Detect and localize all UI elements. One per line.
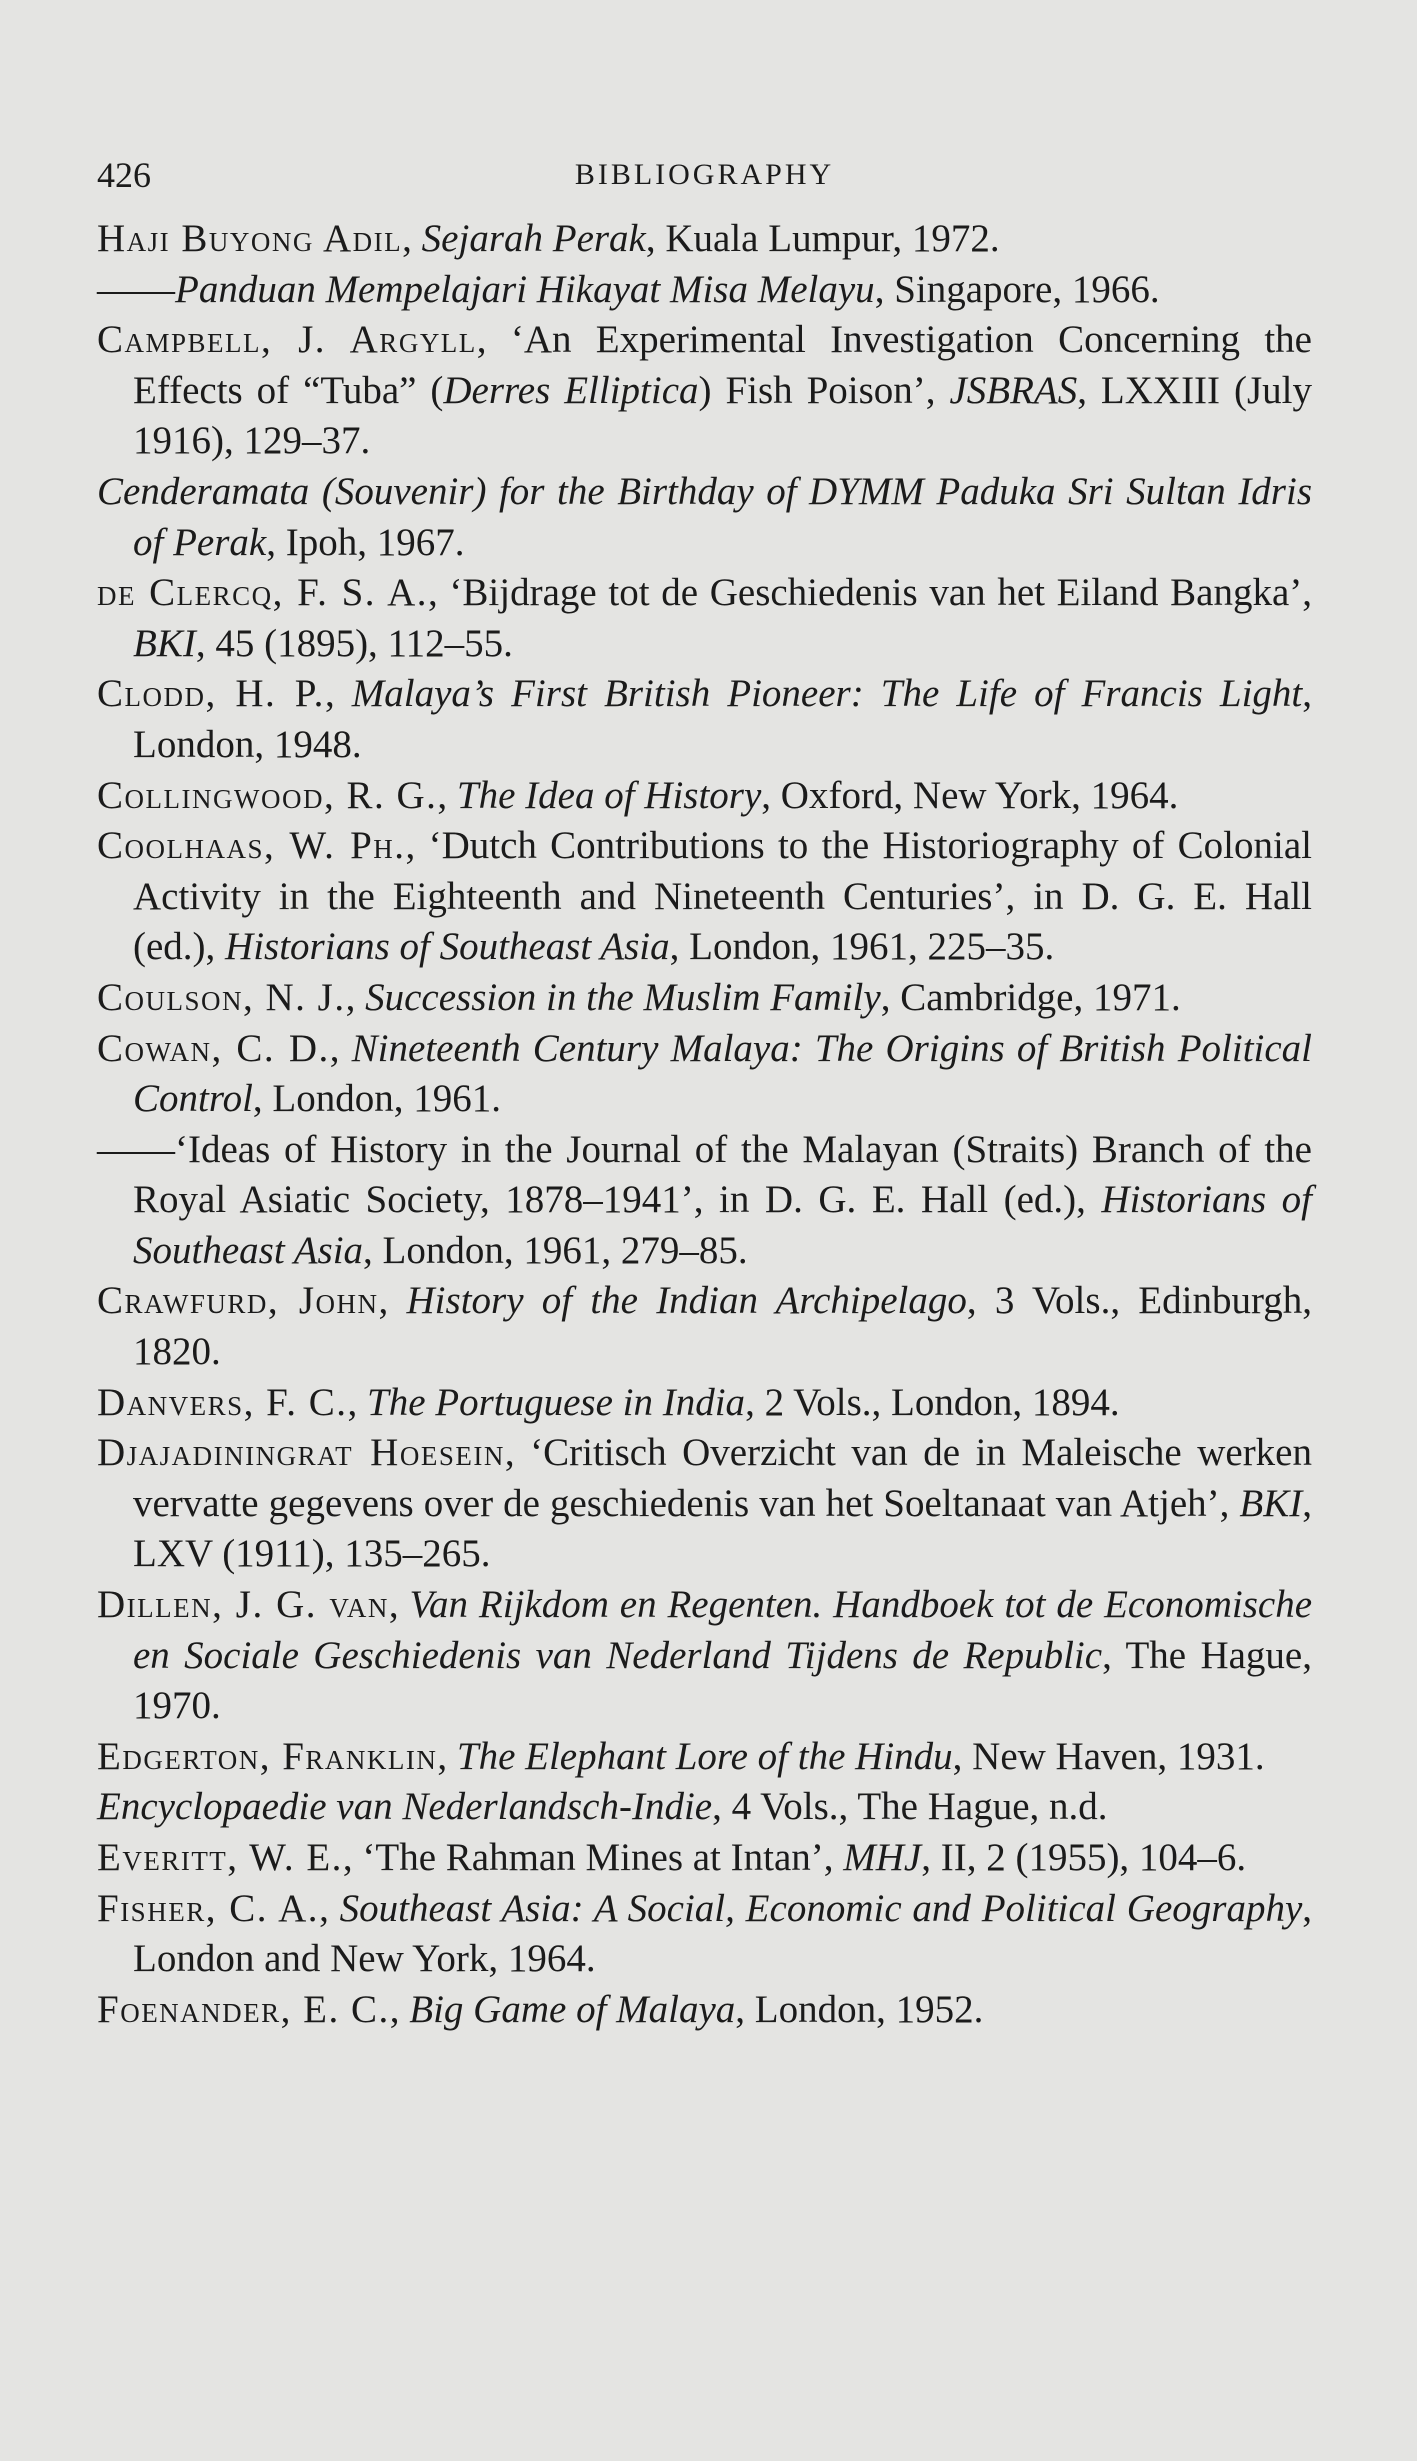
entry-text: , II, 2 (1955), 104–6.: [921, 1836, 1247, 1879]
entry-text: ,: [378, 1279, 407, 1323]
page-number: 426: [97, 155, 151, 195]
entry-text: , London, 1961, 225–35.: [669, 925, 1055, 969]
bibliography-entry: [97, 214, 1312, 265]
bibliography-list: [97, 214, 1312, 2035]
entry-text: ,: [324, 672, 352, 716]
entry-text: , LXV (1911), 135–265.: [133, 1481, 1312, 1576]
entry-author: Collingwood, R. G.: [97, 773, 438, 817]
entry-author: Djajadiningrat Hoesein: [97, 1431, 505, 1475]
entry-text: , 3 Vols., Edinburgh, 1820.: [133, 1279, 1312, 1374]
entry-title: Encyclopaedie van Nederlandsch-Indie: [97, 1785, 713, 1829]
entry-text: , New Haven, 1931.: [952, 1734, 1265, 1778]
bibliography-entry: [97, 467, 1312, 568]
entry-author: Everitt, W. E.: [97, 1836, 343, 1879]
entry-text: ,: [437, 1734, 457, 1778]
bibliography-entry: [97, 1125, 1312, 1277]
entry-text: , LXXIII (July 1916), 129–37.: [133, 368, 1312, 463]
entry-text: , Cambridge, 1971.: [880, 975, 1181, 1019]
entry-text: , 45 (1895), 112–55.: [195, 621, 513, 665]
entry-author: Dillen, J. G. van: [97, 1583, 389, 1627]
bibliography-entry: [97, 1024, 1312, 1125]
entry-title: Cenderamata (Souvenir) for the Birthday of DYMM Paduka Sri Sultan Idris of Perak: [97, 469, 1312, 564]
entry-text: , ‘Bijdrage tot de Geschiedenis van het Eiland Bangka’,: [428, 571, 1312, 615]
entry-text: ,: [437, 773, 457, 817]
entry-text: ,: [388, 1583, 410, 1627]
entry-author: de Clercq, F. S. A.: [97, 571, 428, 615]
entry-text: ——‘Ideas of History in the Journal of the Malayan (Straits) Branch of the Royal Asiatic Society, 1878–1941’, in D. G. E. Hall (ed.),: [97, 1127, 1312, 1222]
entry-author: Fisher, C. A.: [97, 1886, 320, 1930]
entry-text: , ‘The Rahman Mines at Intan’,: [342, 1836, 844, 1879]
entry-text: , Ipoh, 1967.: [266, 520, 465, 564]
entry-author: Crawfurd, John: [97, 1279, 379, 1323]
entry-title: MHJ: [843, 1836, 922, 1879]
bibliography-entry: [97, 568, 1312, 669]
entry-title: Van Rijkdom en Regenten. Handboek tot de Economische en Sociale Geschiedenis van Nederland Tijdens de Republic: [133, 1583, 1313, 1677]
entry-text: , London, 1961, 279–85.: [363, 1228, 748, 1272]
entry-author: Danvers, F. C.: [97, 1380, 348, 1424]
entry-text: , 2 Vols., London, 1894.: [745, 1380, 1120, 1424]
bibliography-entry: [97, 265, 1312, 316]
bibliography-entry: [97, 1985, 1312, 2036]
entry-author: Coolhaas, W. Ph.: [97, 824, 406, 868]
entry-author: Haji Buyong Adil: [97, 217, 403, 260]
entry-title: The Elephant Lore of the Hindu: [456, 1734, 953, 1778]
bibliography-entry: [97, 1378, 1312, 1429]
entry-title: The Portuguese in India: [367, 1380, 746, 1424]
entry-title: BKI: [1239, 1481, 1303, 1525]
entry-title: Sejarah Perak: [421, 217, 646, 260]
entry-text: , Kuala Lumpur, 1972.: [645, 217, 1000, 260]
entry-title: Succession in the Muslim Family: [365, 975, 881, 1019]
entry-title: Big Game of Malaya: [409, 1987, 736, 2031]
book-page: [97, 150, 1312, 2035]
entry-text: ,: [329, 1026, 352, 1070]
entry-author: Foenander, E. C.: [97, 1987, 390, 2031]
entry-text: , The Hague, 1970.: [133, 1633, 1312, 1728]
entry-author: Coulson, N. J.: [97, 975, 346, 1019]
bibliography-entry: [97, 669, 1312, 770]
entry-title: Historians of Southeast Asia: [133, 1178, 1312, 1272]
entry-text: ——: [97, 267, 175, 311]
entry-text: , ‘An Experimental Investigation Concerning the Effects of “Tuba” (: [133, 318, 1312, 412]
entry-text: , Singapore, 1966.: [874, 267, 1160, 311]
bibliography-entry: [97, 1732, 1312, 1783]
bibliography-entry: [97, 1580, 1312, 1732]
entry-title: History of the Indian Archipelago: [406, 1279, 967, 1323]
entry-author: Cowan, C. D.: [97, 1026, 330, 1070]
entry-text: ) Fish Poison’,: [698, 368, 950, 412]
entry-author: Campbell, J. Argyll: [97, 318, 477, 362]
entry-text: ,: [345, 975, 366, 1019]
entry-text: , 4 Vols., The Hague, n.d.: [712, 1785, 1108, 1829]
bibliography-entry: [97, 1428, 1312, 1580]
entry-title: BKI: [133, 621, 196, 665]
bibliography-entry: [97, 315, 1312, 467]
entry-text: , ‘Dutch Contributions to the Historiography of Colonial Activity in the Eighteenth and Nineteenth Centuries’, in D. G. E. Hall (ed.),: [133, 824, 1313, 969]
entry-title: The Idea of History: [456, 773, 762, 817]
bibliography-entry: [97, 973, 1312, 1024]
entry-text: ,: [389, 1987, 410, 2031]
entry-text: , ‘Critisch Overzicht van de in Maleische werken vervatte gegevens over de geschiedenis van het Soeltanaat van Atjeh’,: [133, 1431, 1312, 1525]
bibliography-entry: [97, 1884, 1312, 1985]
entry-text: ,: [319, 1886, 340, 1930]
entry-text: ,: [347, 1380, 368, 1424]
entry-text: , London and New York, 1964.: [133, 1886, 1313, 1981]
entry-title: Derres Elliptica: [443, 368, 699, 412]
entry-author: Clodd, H. P.: [97, 672, 325, 716]
page-header: [97, 150, 1312, 200]
entry-text: , London, 1952.: [735, 1987, 984, 2031]
bibliography-entry: [97, 1833, 1312, 1884]
entry-title: Nineteenth Century Malaya: The Origins of British Political Control: [133, 1026, 1313, 1121]
entry-author: Edgerton, Franklin: [97, 1734, 438, 1778]
entry-title: Malaya’s First British Pioneer: The Life of Francis Light: [351, 672, 1303, 716]
entry-text: ,: [402, 217, 422, 260]
entry-text: , London, 1948.: [133, 672, 1313, 766]
entry-text: , London, 1961.: [252, 1077, 501, 1121]
bibliography-entry: [97, 1782, 1312, 1833]
bibliography-entry: [97, 821, 1312, 973]
entry-text: , Oxford, New York, 1964.: [761, 773, 1179, 817]
entry-title: Historians of Southeast Asia: [225, 925, 670, 969]
bibliography-entry: [97, 771, 1312, 822]
entry-title: Panduan Mempelajari Hikayat Misa Melayu: [175, 267, 875, 311]
running-title: BIBLIOGRAPHY: [574, 158, 835, 191]
entry-title: JSBRAS: [949, 368, 1078, 412]
entry-title: Southeast Asia: A Social, Economic and Political Geography: [339, 1886, 1303, 1930]
bibliography-entry: [97, 1276, 1312, 1377]
